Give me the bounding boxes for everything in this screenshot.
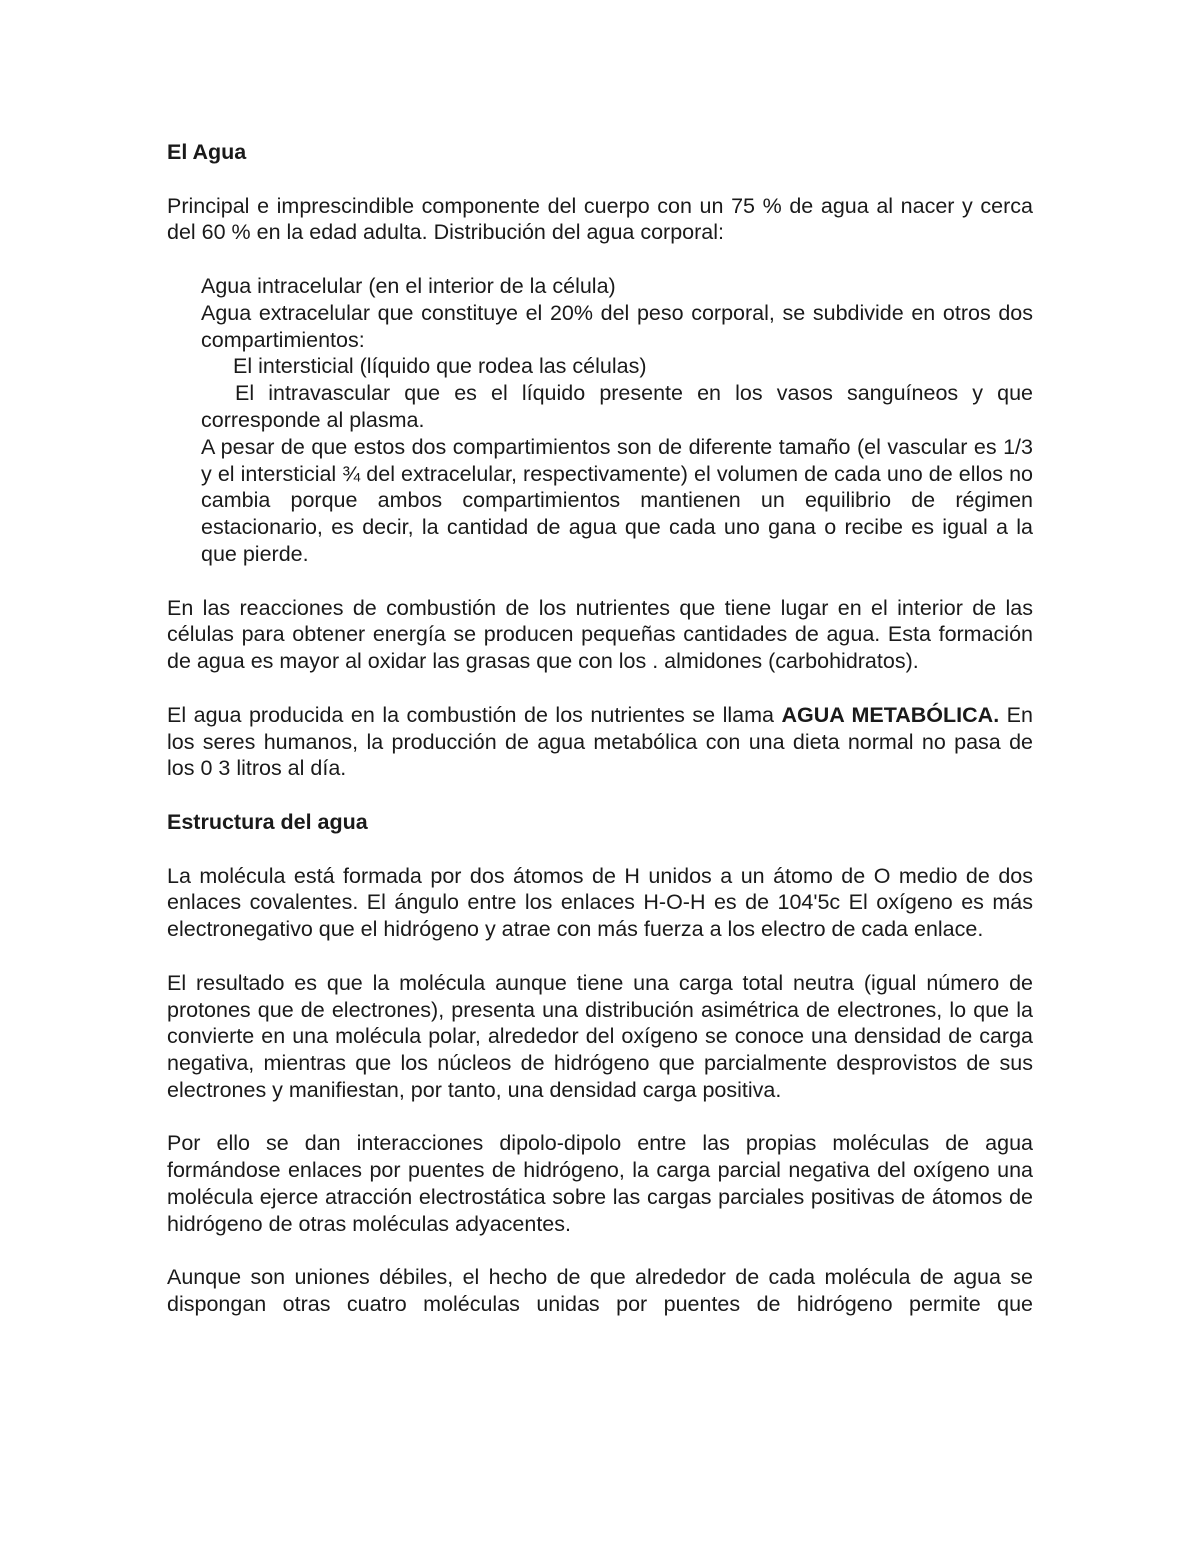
metabolic-paragraph bbox=[167, 702, 1033, 782]
interstitial-item: El intersticial (líquido que rodea las células) bbox=[233, 354, 647, 379]
intro-paragraph: Principal e imprescindible componente del cuerpo con un 75 % de agua al nacer y cerca del 60 % en la edad adulta. Distribución del agua corporal: bbox=[167, 193, 1033, 245]
metabolic-term: AGUA METABÓLICA. bbox=[781, 702, 1000, 727]
structure-heading: Estructura del agua bbox=[167, 809, 368, 834]
structure-paragraph-2: El resultado es que la molécula aunque tiene una carga total neutra (igual número de protones que de electrones), presenta una distribución asimétrica de electrones, lo que la convierte en una molécula polar, alrededor del oxígeno se conoce una densidad de carga negativa, mientras que los núcleos de hidrógeno que parcialmente desprovistos de sus electrones y manifiestan, por tanto, una densidad carga positiva. bbox=[167, 970, 1033, 1102]
document-page bbox=[167, 139, 1033, 1318]
extracellular-item: Agua extracelular que constituye el 20% del peso corporal, se subdivide en otros dos compartimientos: bbox=[201, 300, 1033, 352]
metabolic-text-before: El agua producida en la combustión de los nutrientes se llama bbox=[167, 702, 782, 727]
combustion-paragraph: En las reacciones de combustión de los nutrientes que tiene lugar en el interior de las células para obtener energía se producen pequeñas cantidades de agua. Esta formación de agua es mayor al oxidar las grasas que con los . almidones (carbohidratos). bbox=[167, 595, 1033, 674]
structure-paragraph-3: Por ello se dan interacciones dipolo-dipolo entre las propias moléculas de agua formándose enlaces por puentes de hidrógeno, la carga parcial negativa del oxígeno una molécula ejerce atracción electrostática sobre las cargas parciales positivas de átomos de hidrógeno de otras moléculas adyacentes. bbox=[167, 1131, 1033, 1236]
metabolic-text-after: En los seres humanos, la producción de agua metabólica con una dieta normal no pasa de los 0 3 litros al día. bbox=[167, 702, 1033, 781]
balance-paragraph: A pesar de que estos dos compartimientos son de diferente tamaño (el vascular es 1/3 y el intersticial ¾ del extracelular, respectivamente) el volumen de cada uno de ellos no cambia porque ambos compartimientos mantienen un equilibrio de régimen estacionario, es decir, la cantidad de agua que cada uno gana o recibe es igual a la que pierde. bbox=[201, 434, 1033, 566]
intravascular-item: El intravascular que es el líquido presente en los vasos sanguíneos y que corresponde al plasma. bbox=[201, 381, 1033, 432]
intracellular-item: Agua intracelular (en el interior de la célula) bbox=[201, 273, 616, 298]
structure-paragraph-1: La molécula está formada por dos átomos de H unidos a un átomo de O medio de dos enlaces covalentes. El ángulo entre los enlaces H-O-H es de 104'5c El oxígeno es más electronegativo que el hidrógeno y atrae con más fuerza a los electro de cada enlace. bbox=[167, 863, 1033, 942]
document-title: El Agua bbox=[167, 140, 247, 164]
structure-paragraph-4: Aunque son uniones débiles, el hecho de que alrededor de cada molécula de agua se dispongan otras cuatro moléculas unidas por puentes de hidrógeno permite que bbox=[167, 1265, 1033, 1317]
